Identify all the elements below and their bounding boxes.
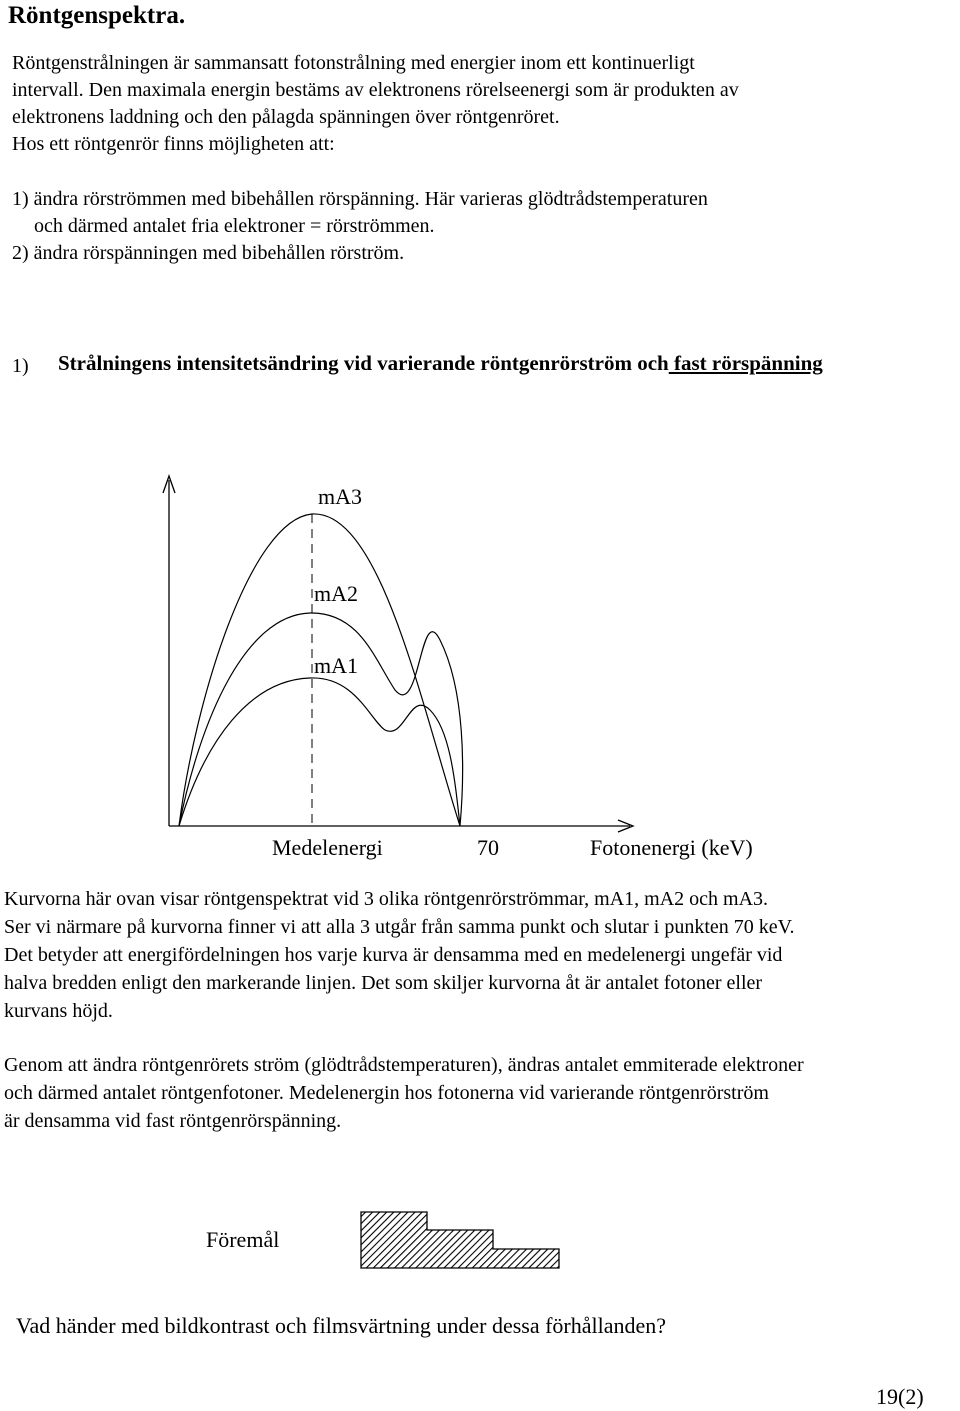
curve-label-ma2: mA2 — [314, 581, 358, 606]
description-line: halva bredden enligt den markerande linjen. Det som skiljer kurvorna åt är antalet fotoner eller — [4, 972, 763, 994]
option-2: 2) ändra rörspänningen med bibehållen rörström. — [12, 242, 405, 264]
intro-line: Hos ett röntgenrör finns möjligheten att: — [12, 133, 335, 155]
description-line: Ser vi närmare på kurvorna finner vi att alla 3 utgår från samma punkt och slutar i punkten 70 keV. — [4, 916, 795, 938]
question-text: Vad händer med bildkontrast och filmsvärtning under dessa förhållanden? — [16, 1313, 667, 1338]
conclusion-line: Genom att ändra röntgenrörets ström (glödtrådstemperaturen), ändras antalet emmiterade elektroner — [4, 1054, 804, 1076]
curve-label-ma1: mA1 — [314, 653, 358, 678]
description-line: Det betyder att energifördelningen hos varje kurva är densamma med en medelenergi ungefär vid — [4, 944, 783, 966]
description-paragraph — [4, 885, 795, 1025]
section-heading-underlined: fast rörspänning — [668, 351, 823, 375]
x-axis-label: Fotonenergi (keV) — [590, 835, 753, 860]
curve-ma1 — [179, 678, 460, 826]
option-1: 1) ändra rörströmmen med bibehållen rörspänning. Här varieras glödtrådstemperaturen — [12, 188, 708, 210]
section-heading-main: Strålningens intensitetsändring vid varierande röntgenrörström och — [58, 351, 669, 375]
x-tick-mean-energy: Medelenergi — [272, 835, 383, 860]
conclusion-line: och därmed antalet röntgenfotoner. Medelenergin hos fotonerna vid varierande röntgenrörström — [4, 1082, 769, 1104]
object-hatched-block — [361, 1212, 559, 1268]
x-tick-70: 70 — [477, 835, 499, 860]
conclusion-paragraph — [4, 1051, 804, 1135]
section-number: 1) — [12, 355, 29, 377]
description-line: Kurvorna här ovan visar röntgenspektrat vid 3 olika röntgenrörströmmar, mA1, mA2 och mA3. — [4, 888, 769, 910]
description-line: kurvans höjd. — [4, 1000, 113, 1022]
conclusion-line: är densamma vid fast röntgenrörspänning. — [4, 1110, 342, 1132]
page-number: 19(2) — [876, 1384, 924, 1409]
intro-line: Röntgenstrålningen är sammansatt fotonstrålning med energier inom ett kontinuerligt — [12, 52, 695, 74]
page-title: Röntgenspektra. — [8, 2, 186, 29]
object-label: Föremål — [206, 1227, 280, 1252]
option-1-continuation: och därmed antalet fria elektroner = rörströmmen. — [34, 215, 435, 237]
intro-line: elektronens laddning och den pålagda spänningen över röntgenröret. — [12, 106, 560, 128]
intro-line: intervall. Den maximala energin bestäms av elektronens rörelseenergi som är produkten av — [12, 79, 739, 101]
curve-label-ma3: mA3 — [318, 484, 362, 509]
